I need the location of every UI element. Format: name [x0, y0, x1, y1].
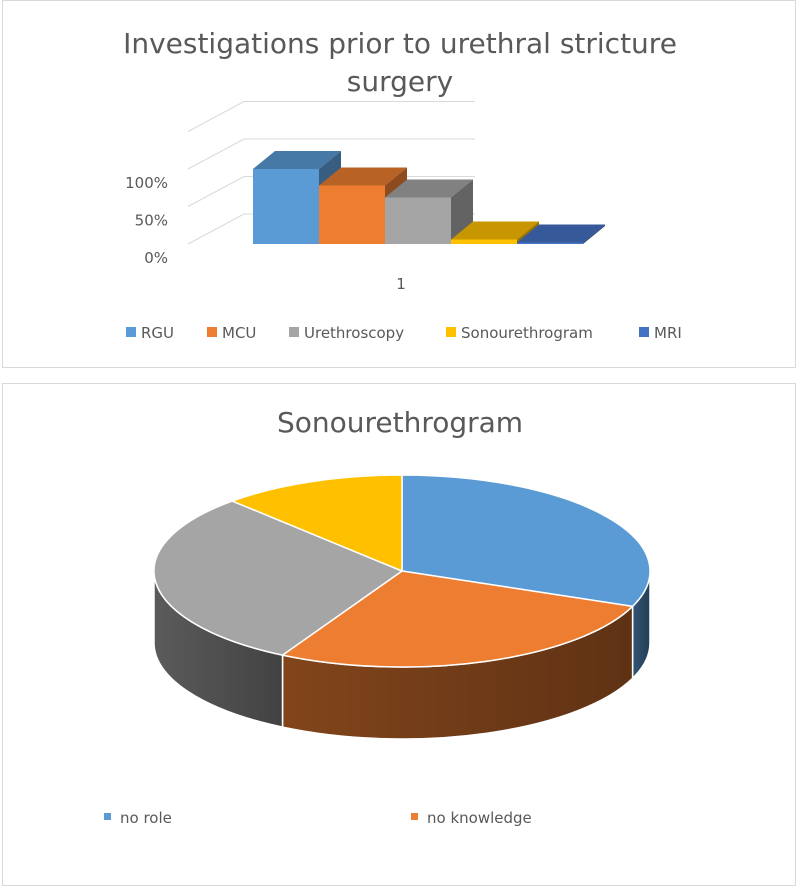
legend-swatch-rgu: [126, 327, 136, 337]
chart-title-line-1: Investigations prior to urethral stricture: [123, 27, 677, 60]
gridline-3: [188, 102, 475, 132]
y-tick-label-2: 100%: [125, 174, 168, 192]
bar-front-sonourethrogram: [451, 240, 517, 245]
pie-chart-panel: [2, 383, 796, 886]
legend-swatch-no-role: [104, 813, 111, 820]
legend-swatch-sonourethrogram: [446, 327, 456, 337]
x-tick-label: 1: [396, 275, 406, 293]
bar-front-mcu: [319, 186, 385, 245]
y-tick-label-1: 50%: [134, 211, 168, 230]
legend-label-sonourethrogram: Sonourethrogram: [461, 324, 593, 342]
pie-top: [154, 475, 650, 667]
bar-chart-panel: [2, 0, 796, 368]
legend-swatch-no-knowledge: [411, 813, 418, 820]
legend-swatch-urethroscopy: [289, 327, 299, 337]
bar-front-mri: [517, 243, 583, 245]
legend-label-no-knowledge: no knowledge: [427, 809, 532, 827]
legend-swatch-mcu: [207, 327, 217, 337]
legend-label-mri: MRI: [654, 324, 682, 342]
legend-label-rgu: RGU: [141, 324, 175, 342]
pie-chart: [3, 384, 797, 887]
y-tick-label-0: 0%: [144, 249, 168, 267]
bar-chart: [3, 1, 797, 369]
legend-label-mcu: MCU: [222, 324, 257, 342]
bar-front-rgu: [253, 169, 319, 244]
legend-swatch-mri: [639, 327, 649, 337]
legend-label-no-role: no role: [120, 809, 172, 827]
chart-title-line-2: surgery: [346, 65, 454, 98]
bar-front-urethroscopy: [385, 198, 451, 245]
legend-label-urethroscopy: Urethroscopy: [304, 324, 405, 342]
chart-title: Sonourethrogram: [276, 406, 524, 439]
